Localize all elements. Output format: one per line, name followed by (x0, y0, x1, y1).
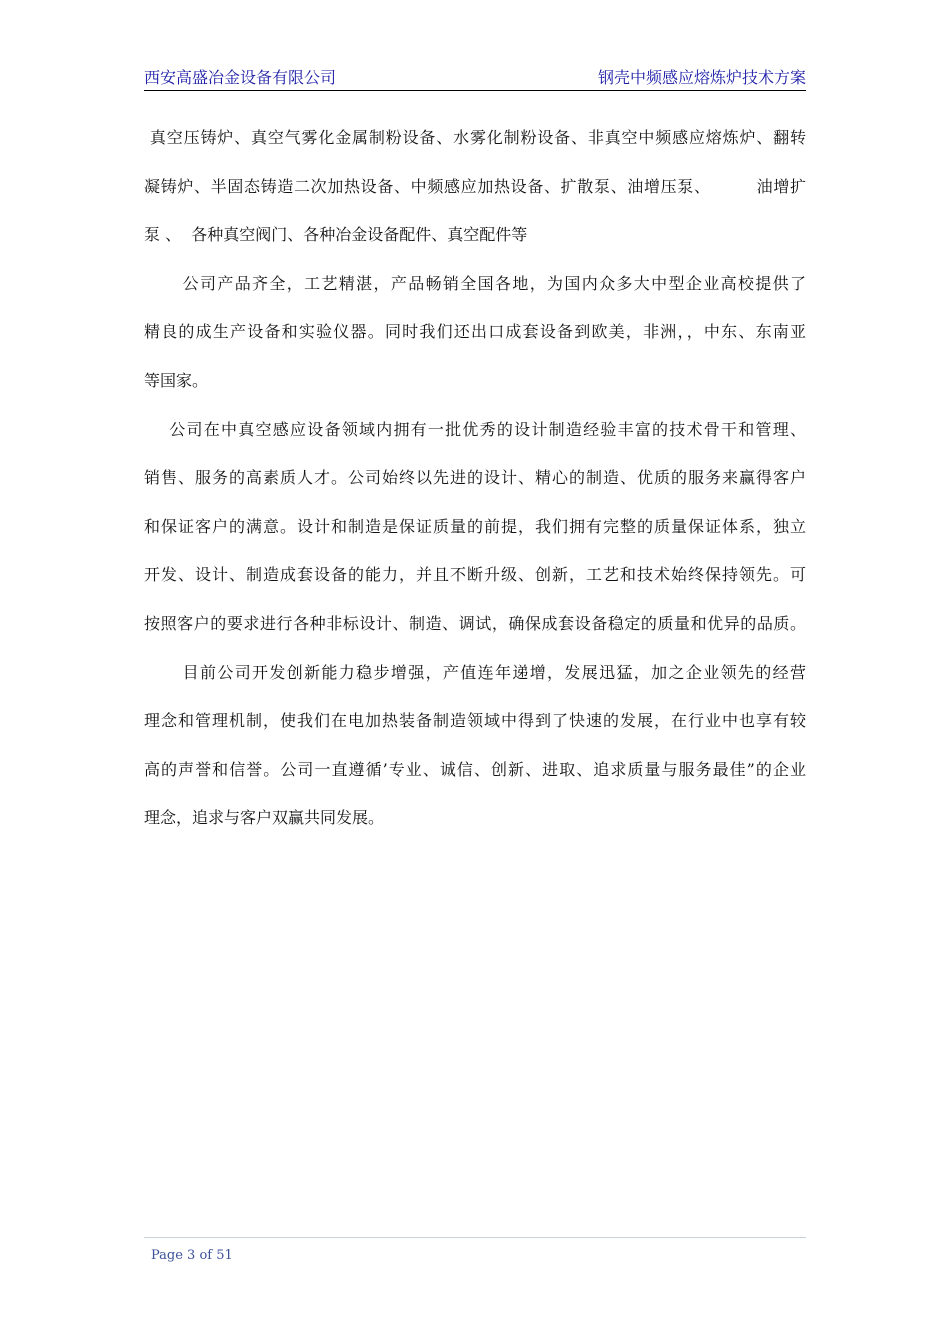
text-line: 理念，追求与客户双赢共同发展。 (144, 808, 385, 828)
text-line: 和保证客户的满意。设计和制造是保证质量的前提，我们拥有完整的质量保证体系，独立 (144, 516, 806, 536)
paragraph (144, 260, 806, 406)
page-number: Page 3 of 51 (151, 1248, 233, 1263)
document-title: 钢壳中频感应熔炼炉技术方案 (597, 68, 806, 87)
paragraph (144, 649, 806, 843)
text-line: 公司在中真空感应设备领域内拥有一批优秀的设计制造经验丰富的技术骨干和管理、 (144, 419, 806, 439)
text-line: 真空压铸炉、真空气雾化金属制粉设备、水雾化制粉设备、非真空中频感应熔炼炉、翻转 (144, 128, 806, 147)
text-line: 按照客户的要求进行各种非标设计、制造、调试，确保成套设备稳定的质量和优异的品质。 (144, 613, 806, 633)
paragraph (144, 406, 806, 649)
text-line: 凝铸炉、半固态铸造二次加热设备、中频感应加热设备、扩散泵、油增压泵、 油增扩 (144, 176, 806, 196)
text-line: 公司产品齐全，工艺精湛，产品畅销全国各地，为国内众多大中型企业高校提供了 (144, 273, 806, 293)
page-header (144, 64, 806, 91)
text-line: 销售、服务的高素质人才。公司始终以先进的设计、精心的制造、优质的服务来赢得客户 (144, 468, 806, 488)
text-line: 目前公司开发创新能力稳步增强，产值连年递增，发展迅猛，加之企业领先的经营 (144, 662, 806, 682)
paragraph (144, 114, 806, 260)
footer-divider (144, 1237, 806, 1238)
text-line: 泵 、 各种真空阀门、各种冶金设备配件、真空配件等 (144, 225, 528, 245)
text-line: 精良的成生产设备和实验仪器。同时我们还出口成套设备到欧美，非洲，，中东、东南亚 (144, 322, 806, 342)
document-body (144, 114, 806, 843)
text-line: 等国家。 (144, 370, 209, 390)
text-line: 开发、设计、制造成套设备的能力，并且不断升级、创新，工艺和技术始终保持领先。可 (144, 565, 806, 585)
text-line: 理念和管理机制，使我们在电加热装备制造领域中得到了快速的发展，在行业中也享有较 (144, 711, 806, 731)
text-line: 高的声誉和信誉。公司一直遵循’专业、诚信、创新、进取、追求质量与服务最佳”的企业 (144, 759, 806, 779)
company-name: 西安高盛冶金设备有限公司 (144, 68, 337, 87)
